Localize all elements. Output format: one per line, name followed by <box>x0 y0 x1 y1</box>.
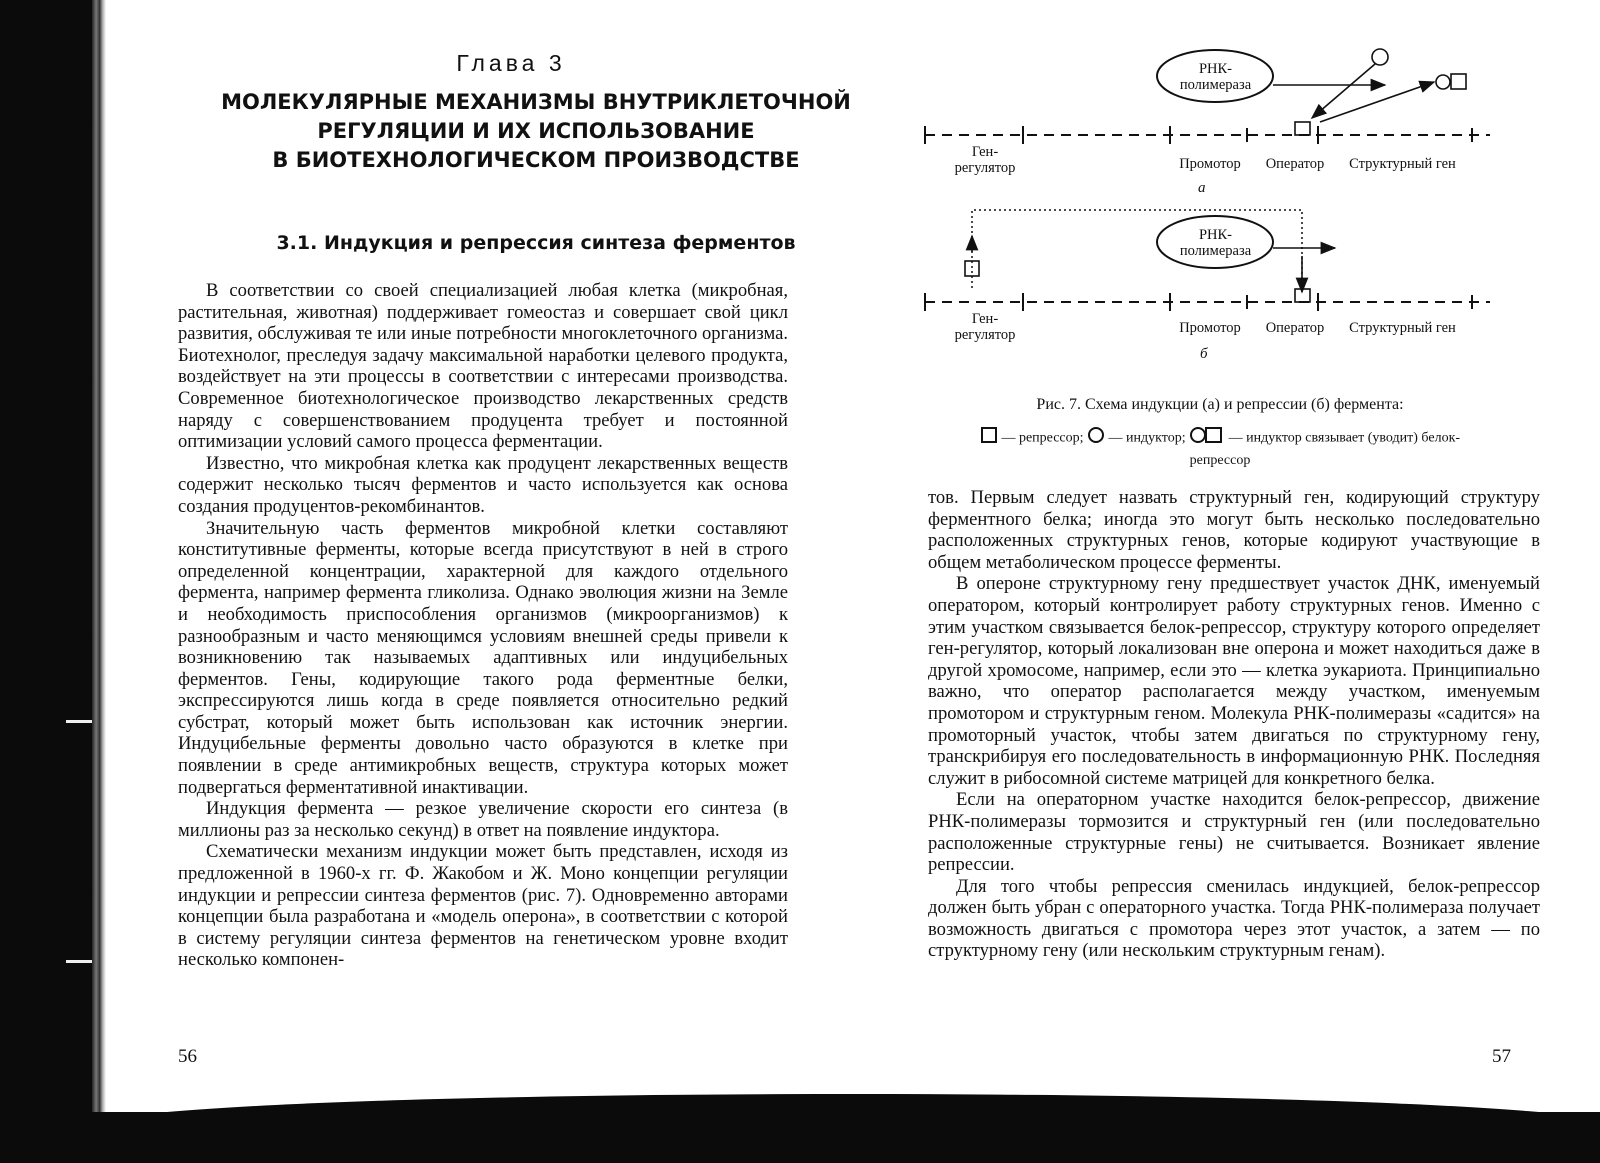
paragraph: Для того чтобы репрессия сменилась индукцией, белок-репрессор должен быть убран с операторного участка. Тогда РНК-полимераза получает возможность двигаться с промотора через этот участок, а затем — по структурному гену (или нескольким структурным генам). <box>928 875 1540 962</box>
scan-page-edge <box>92 0 106 1163</box>
diagram-a-sublabel: а <box>1198 180 1206 196</box>
paragraph: Известно, что микробная клетка как продуцент лекарственных веществ содержит несколько тысяч ферментов и часто используется как основа создания продуцентов-рекомбинантов. <box>178 452 788 517</box>
diagram-b-sublabel: б <box>1200 346 1208 362</box>
right-page <box>870 0 1550 1100</box>
complex-arrow <box>1320 82 1434 122</box>
inductor-arrow <box>1312 64 1375 118</box>
repressor-icon-b <box>965 261 979 276</box>
left-page <box>106 0 851 1100</box>
scan-bottom-shadow <box>0 1112 1600 1163</box>
page-number: 56 <box>178 1046 197 1067</box>
paragraph: тов. Первым следует назвать структурный ген, кодирующий структуру ферментного белка; иногда это могут быть несколько последовательно расположенных структурных генов, которые кодируют участвующие в общем метаболическом процессе ферменты. <box>928 487 1540 573</box>
paragraph: Схематически механизм индукции может быть представлен, исходя из предложенной в 1960-х гг. Ф. Жакобом и Ж. Моно концепции регуляции индукции и репрессии синтеза ферментов (рис. 7). Одновременно авторами концепции была разработана и «модель оперона», в соответствии с которой в систему регуляции синтеза ферментов на генетическом уровне входит несколько компонен- <box>178 841 788 971</box>
figure-caption: Рис. 7. Схема индукции (а) и репрессии (б) фермента: <box>1036 396 1404 413</box>
complex-inductor-icon <box>1436 75 1450 89</box>
legend-binding-cont: репрессор <box>1189 453 1251 468</box>
scan-mark <box>66 960 92 963</box>
operator-label-b: Оператор <box>1265 320 1325 336</box>
operator-site-a <box>1295 122 1310 135</box>
operon-figure <box>910 30 1550 380</box>
paragraph: Значительную часть ферментов микробной клетки составляют конститутивные ферменты, которые всегда присутствуют в ней в строго определенной концентрации, характерной для каждого отдельного фермента, например фермента гликолиза. Однако эволюция жизни на Земле и необходимость приспособления организмов (микроорганизмов) к разнообразным и часто меняющимся условиям внешней среды привели к возникновению так называемых адаптивных или индуцибельных ферментов. Гены, кодирующие такого рода ферментные белки, экспрессируются лишь когда в среде появляется относительно редкий субстрат, который может быть использован как источник энергии. Индуцибельные ферменты довольно часто образуются в клетке при появлении в среде антимикробных веществ, структура которых может подвергаться ферментативной инактивации. <box>178 517 788 798</box>
promoter-label-a: Промотор <box>1179 156 1241 172</box>
inductor-icon <box>1372 49 1388 65</box>
right-body-text <box>928 487 1540 962</box>
paragraph: В опероне структурному гену предшествует участок ДНК, именуемый оператором, который контролирует работу структурных генов. Именно с этим участком связывается белок-репрессор, структуру которого определяет ген-регулятор, который локализован вне оперона и может находиться даже в другой хромосоме, например, если это — клетка эукариота. Принципиально важно, что оператор располагается между участком, именуемым промотором и структурным геном. Молекула РНК-полимеразы «садится» на промоторный участок, чтобы затем двигаться по структурному гену, транскрибируя его последовательность в информационную РНК. Последняя служит в рибосомной системе матрицей для конкретного белка. <box>928 573 1540 789</box>
legend-binding: — индуктор связывает (уводит) белок- <box>1228 430 1461 446</box>
legend-repressor: — репрессор; <box>1001 430 1084 446</box>
diagram-b <box>925 210 1490 311</box>
gene-regulator-label-a: Ген- регулятор <box>954 144 1016 176</box>
chapter-title-line: МОЛЕКУЛЯРНЫЕ МЕХАНИЗМЫ ВНУТРИКЛЕТОЧНОЙ <box>221 90 851 114</box>
left-body-text <box>178 280 788 971</box>
paragraph: Если на операторном участке находится белок-репрессор, движение РНК-полимеразы тормозится и структурный ген (или последовательно расположенные структурные гены) не считывается. Возникает явление репрессии. <box>928 789 1540 876</box>
rna-polymerase-label-a: РНК- полимераза <box>1179 61 1252 93</box>
legend-inductor: — индуктор; <box>1108 430 1186 446</box>
chapter-title <box>186 88 886 175</box>
paragraph: В соответствии со своей специализацией любая клетка (микробная, растительная, животная) поддерживает гомеостаз и совершает свой цикл развития, обслуживая те или иные потребности многоклеточного организма. Биотехнолог, преследуя задачу максимальной наработки целевого продукта, воздействует на эти процессы в соответствии с интересами производства. Современное биотехнологическое производство лекарственных средств наряду с совершенствованием продуцента требует и постоянной оптимизации условий самого процесса ферментации. <box>178 280 788 453</box>
figure-legend <box>910 426 1530 471</box>
chapter-title-line: РЕГУЛЯЦИИ И ИХ ИСПОЛЬЗОВАНИЕ <box>317 119 755 143</box>
page-number: 57 <box>1492 1046 1511 1067</box>
repressor-square-icon <box>980 426 998 451</box>
promoter-label-b: Промотор <box>1179 320 1241 336</box>
paragraph: Индукция фермента — резкое увеличение скорости его синтеза (в миллионы раз за несколько секунд) в ответ на появление индуктора. <box>178 798 788 841</box>
inductor-circle-icon <box>1087 426 1105 451</box>
rna-polymerase-label-b: РНК- полимераза <box>1179 227 1252 259</box>
complex-repressor-icon <box>1451 74 1466 89</box>
section-title: 3.1. Индукция и репрессия синтеза ферментов <box>276 232 796 254</box>
gene-regulator-label-b: Ген- регулятор <box>954 311 1016 343</box>
scan-mark <box>66 720 92 723</box>
chapter-label: Глава 3 <box>456 50 566 76</box>
inductor-repressor-complex-icon <box>1189 426 1225 451</box>
structural-gene-label-b: Структурный ген <box>1349 320 1456 336</box>
scan-binding-shadow <box>0 0 92 1163</box>
operator-label-a: Оператор <box>1265 156 1325 172</box>
chapter-title-line: В БИОТЕХНОЛОГИЧЕСКОМ ПРОИЗВОДСТВЕ <box>272 148 800 172</box>
structural-gene-label-a: Структурный ген <box>1349 156 1456 172</box>
